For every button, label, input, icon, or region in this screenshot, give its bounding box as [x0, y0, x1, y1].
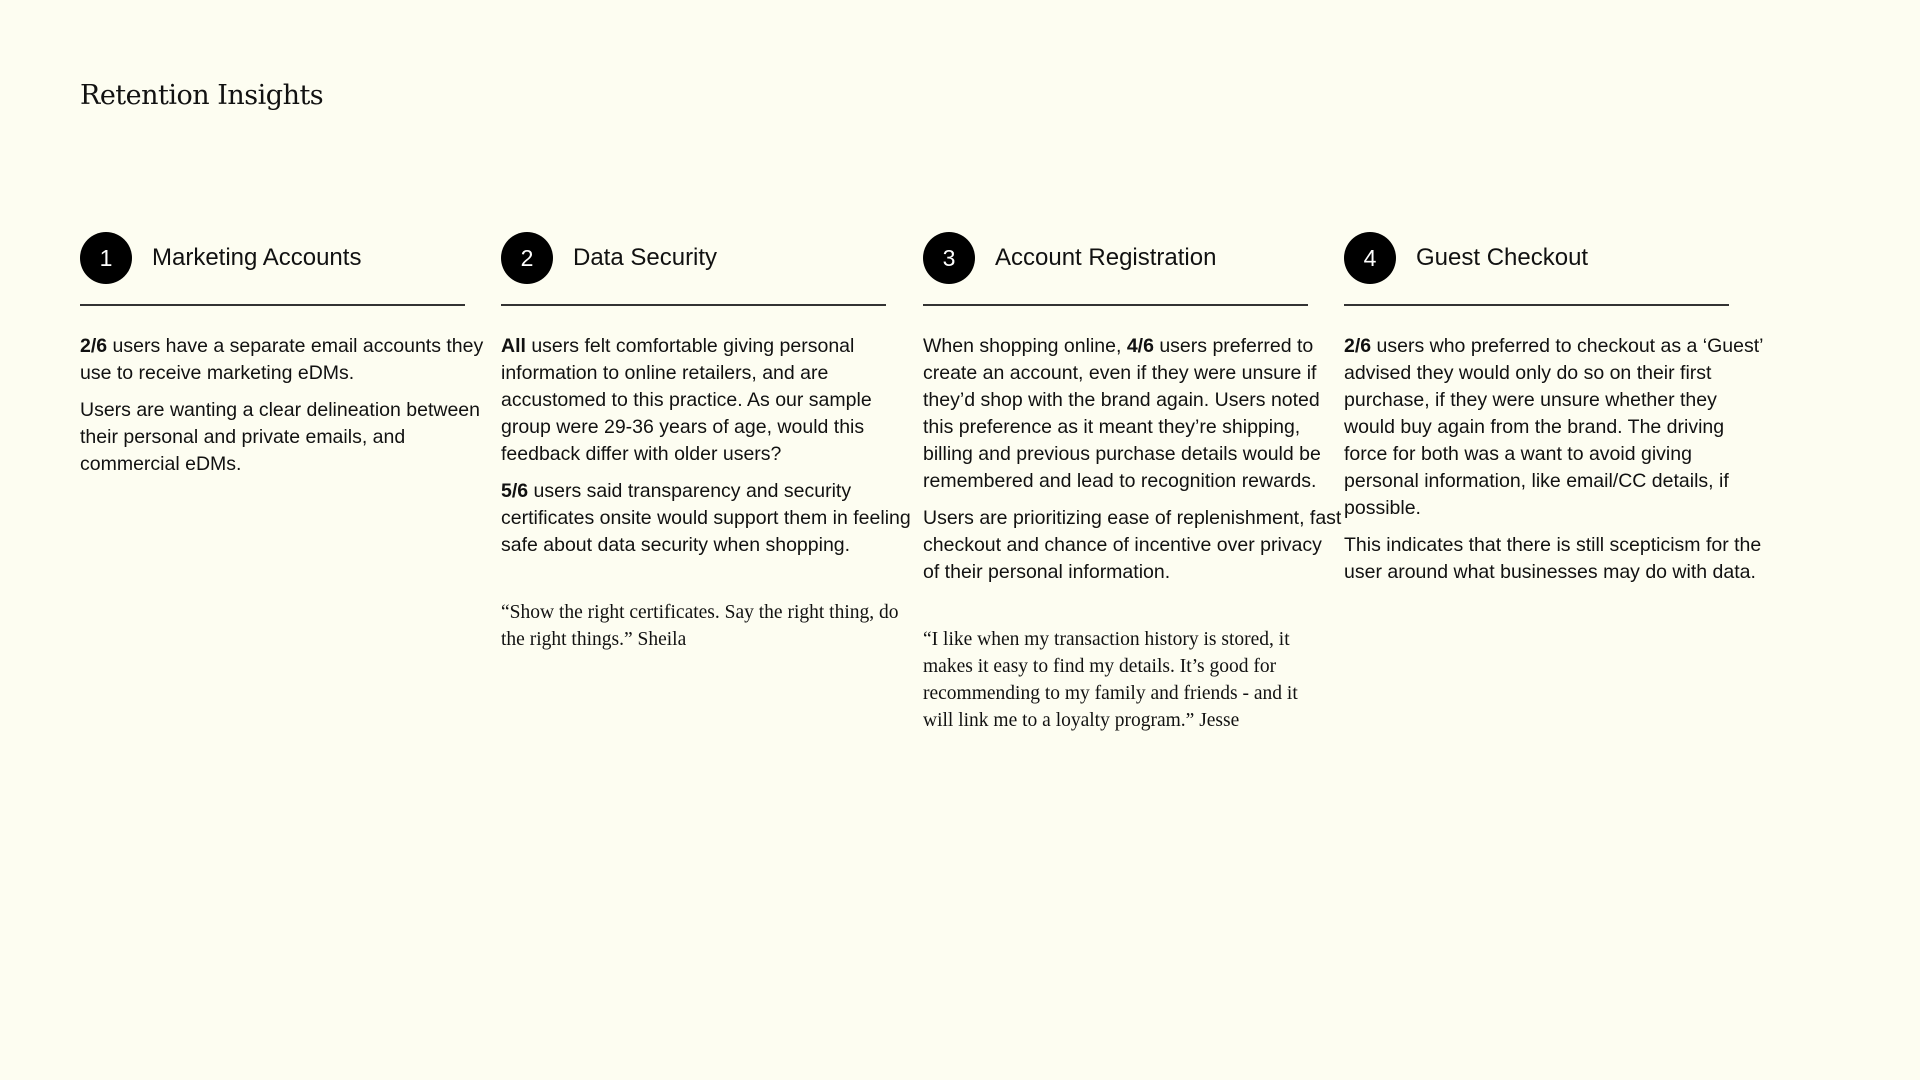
insight-paragraph — [1344, 333, 1764, 522]
insight-column — [501, 232, 911, 653]
text: Users are wanting a clear delineation between their personal and private emails, and commercial eDMs. — [80, 398, 480, 475]
insight-column — [923, 232, 1342, 734]
insight-paragraph — [501, 333, 921, 468]
insight-paragraph — [501, 478, 921, 559]
text: This indicates that there is still scepticism for the user around what businesses may do with data. — [1344, 533, 1762, 583]
insight-body — [923, 333, 1343, 586]
insight-header — [80, 232, 465, 284]
insight-paragraph — [923, 505, 1343, 586]
divider — [1344, 304, 1729, 306]
highlight-stat: All — [501, 334, 526, 357]
insight-heading: Guest Checkout — [1416, 244, 1589, 271]
text: users felt comfortable giving personal information to online retailers, and are accustomed to this practice. As our sample group were 29-36 years of age, would this feedback differ with older users? — [501, 334, 872, 465]
insight-body — [80, 333, 500, 478]
number-badge: 1 — [80, 232, 132, 284]
number-badge: 2 — [501, 232, 553, 284]
insight-header — [501, 232, 886, 284]
user-quote: “I like when my transaction history is stored, it makes it easy to find my details. It’s good for recommending to my family and friends - and it will link me to a loyalty program.” Jesse — [923, 628, 1298, 731]
insight-paragraph — [80, 397, 500, 478]
insight-paragraph — [923, 333, 1343, 495]
insight-header — [1344, 232, 1729, 284]
insight-paragraph — [80, 333, 500, 387]
insight-column — [80, 232, 484, 488]
insight-body — [501, 333, 921, 559]
insight-heading: Marketing Accounts — [152, 244, 362, 271]
highlight-stat: 2/6 — [80, 334, 108, 357]
page-title: Retention Insights — [80, 80, 324, 111]
text: users preferred to create an account, even if they were unsure if they’d shop with the brand again. Users noted this preference as it meant they’re shipping, billing and previous purchase details would be remembered and lead to recognition rewards. — [923, 334, 1321, 492]
insight-header — [923, 232, 1308, 284]
user-quote: “Show the right certificates. Say the right thing, do the right things.” Sheila — [501, 601, 899, 650]
highlight-stat: 5/6 — [501, 479, 529, 502]
text: users have a separate email accounts they use to receive marketing eDMs. — [80, 334, 484, 384]
number-badge: 4 — [1344, 232, 1396, 284]
text: users said transparency and security certificates onsite would support them in feeling safe about data security when shopping. — [501, 479, 911, 556]
text: users who preferred to checkout as a ‘Guest’ advised they would only do so on their first purchase, if they were unsure whether they would buy again from the brand. The driving force for both was a want to avoid giving personal information, like email/CC details, if possible. — [1344, 334, 1763, 519]
text: When shopping online, — [923, 334, 1127, 357]
highlight-stat: 2/6 — [1344, 334, 1372, 357]
highlight-stat: 4/6 — [1126, 334, 1154, 357]
insight-column — [1344, 232, 1763, 596]
number-badge: 3 — [923, 232, 975, 284]
insight-body — [1344, 333, 1764, 586]
insight-paragraph — [1344, 532, 1764, 586]
divider — [923, 304, 1308, 306]
text: Users are prioritizing ease of replenishment, fast checkout and chance of incentive over privacy of their personal information. — [923, 506, 1342, 583]
divider — [80, 304, 465, 306]
insight-heading: Data Security — [573, 244, 718, 271]
insight-heading: Account Registration — [995, 244, 1217, 271]
divider — [501, 304, 886, 306]
